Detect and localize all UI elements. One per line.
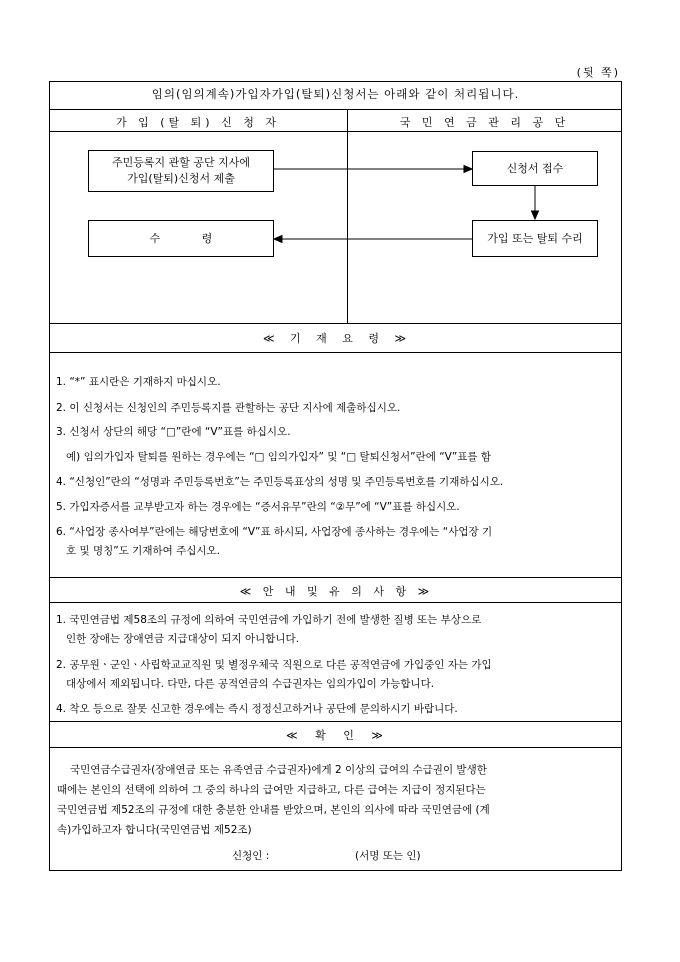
instruction-item: 5. 가입자증서를 교부받고자 하는 경우에는 “증서유무”란의 “②무”에 “V”표를 하십시오.	[56, 501, 460, 513]
confirm-line: 속)가입하고자 합니다(국민연금법 제52조)	[57, 824, 252, 836]
divider	[49, 577, 622, 578]
notice-item: 대상에서 제외됩니다. 다만, 다른 공적연금의 수급권자는 임의가입이 가능합니다.	[56, 678, 435, 690]
accept-label: 가입 또는 탈퇴 수리	[487, 231, 583, 245]
receipt-char-1: 수	[149, 231, 161, 245]
form-heading: 임의(임의계속)가입자가입(탈퇴)신청서는 아래와 같이 처리됩니다.	[151, 87, 520, 101]
notice-item: 2. 공무원ㆍ군인ㆍ사립학교교직원 및 별정우체국 직원으로 다른 공적연금에 가입중인 자는 가입	[56, 659, 492, 671]
page-side-label: (뒷 쪽)	[576, 66, 620, 79]
instructions-title: ≪ 기 재 요 령 ≫	[262, 332, 409, 345]
instruction-item: 3. 신청서 상단의 해당 “□”란에 “V”표를 하십시오.	[56, 426, 291, 438]
divider	[49, 602, 622, 603]
divider	[49, 352, 622, 353]
receive-label: 신청서 접수	[506, 161, 564, 175]
notice-item: 1. 국민연금법 제58조의 규정에 의하여 국민연금에 가입하기 전에 발생한 질병 또는 부상으로	[56, 614, 482, 626]
notice-item: 4. 착오 등으로 잘못 신고한 경우에는 즉시 정정신고하거나 공단에 문의하시기 바랍니다.	[56, 703, 458, 715]
receipt-char-2: 령	[201, 231, 213, 245]
instruction-item: 호 및 명칭”도 기재하여 주십시오.	[56, 545, 220, 557]
applicant-header: 가 입 (탈 퇴) 신 청 자	[116, 116, 280, 129]
confirm-line: 국민연금수급권자(장애연금 또는 유족연금 수급권자)에게 2 이상의 급여의 수급권이 발생한	[70, 764, 487, 776]
instruction-item: 4. “신청인”란의 “성명과 주민등록번호”는 주민등록표상의 성명 및 주민등록번호를 기재하십시오.	[56, 476, 504, 488]
divider	[49, 721, 622, 722]
divider	[49, 323, 622, 324]
notice-title: ≪ 안 내 및 유 의 사 항 ≫	[239, 585, 432, 598]
notice-item: 인한 장애는 장애연금 지급대상이 되지 아니합니다.	[56, 633, 300, 645]
signature-field[interactable]: (서명 또는 인)	[355, 850, 421, 862]
arrow-head-left	[274, 236, 282, 243]
confirm-line: 때에는 본인의 선택에 의하여 그 중의 하나의 급여만 지급하고, 다른 급여는 지급이 정지된다는	[57, 784, 486, 796]
arrow-head-down	[532, 211, 539, 219]
instruction-item: 6. “사업장 종사여부”란에는 해당번호에 “V”표 하시되, 사업장에 종사하는 경우에는 “사업장 기	[56, 526, 493, 538]
instruction-item: 예) 임의가입자 탈퇴를 원하는 경우에는 “□ 임의가입자” 및 “□ 탈퇴신청서”란에 “V”표를 함	[56, 451, 492, 463]
instruction-item: 1. “*” 표시란은 기재하지 마십시오.	[56, 376, 221, 388]
confirm-line: 국민연금법 제52조의 규정에 대한 충분한 안내를 받았으며, 본인의 의사에 따라 국민연금에 (계	[57, 804, 490, 816]
submit-line-1: 주민등록지 관할 공단 지사에	[111, 156, 250, 169]
confirm-title: ≪ 확 인 ≫	[286, 729, 385, 742]
divider	[49, 747, 622, 748]
nps-header: 국 민 연 금 관 리 공 단	[399, 116, 570, 129]
signer-label: 신청인 :	[232, 850, 270, 862]
instruction-item: 2. 이 신청서는 신청인의 주민등록지를 관할하는 공단 지사에 제출하십시오.	[56, 402, 401, 414]
arrow-head-right	[464, 166, 472, 173]
submit-line-2: 가입(탈퇴)신청서 제출	[127, 172, 235, 185]
